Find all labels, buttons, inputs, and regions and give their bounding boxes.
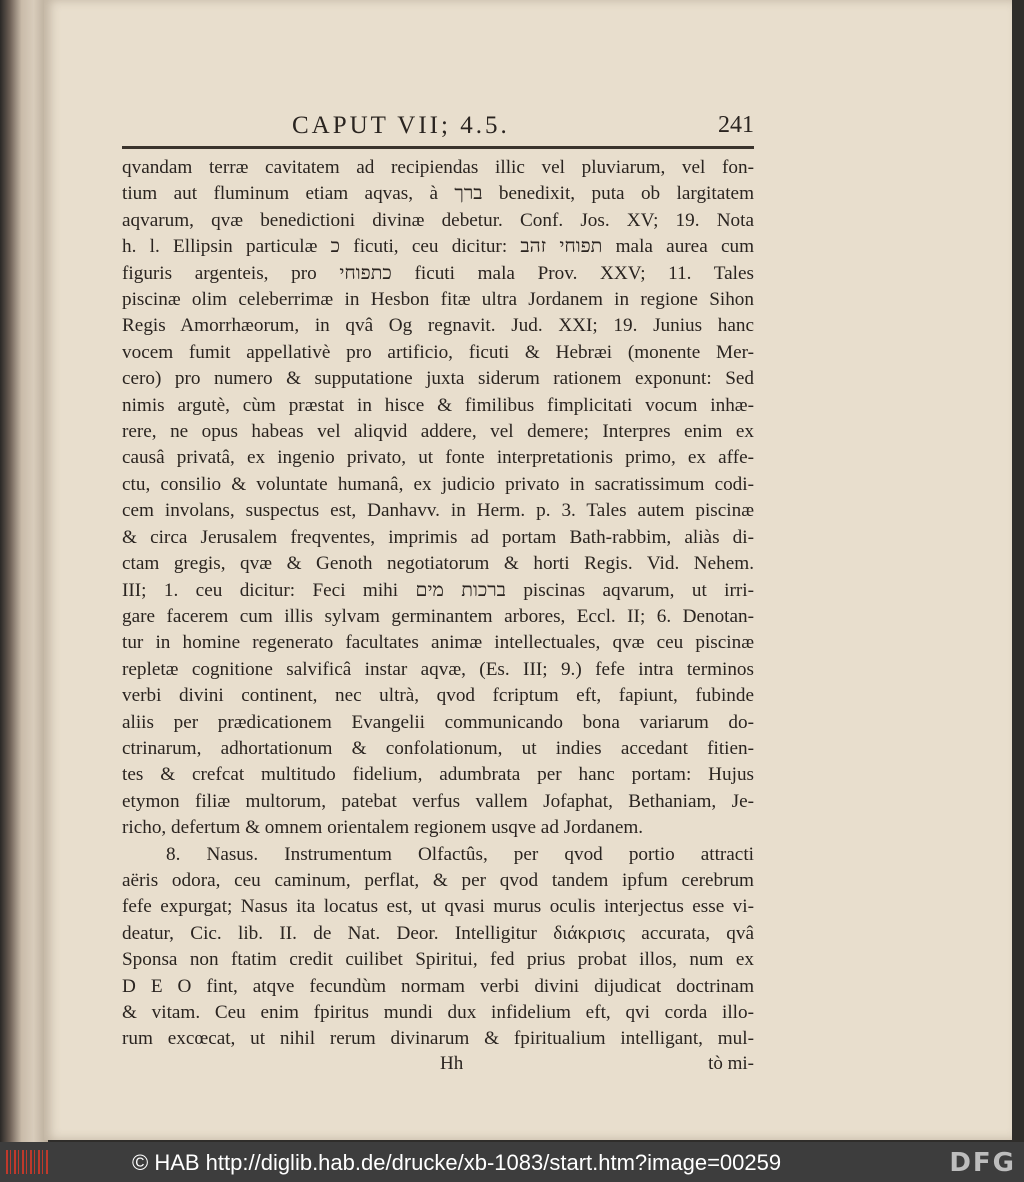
text-line: deatur, Cic. lib. II. de Nat. Deor. Intelligitur διάκρισις accurata, qvâ — [122, 922, 754, 944]
text-line: & vitam. Ceu enim fpiritus mundi dux infidelium eft, qvi corda illo- — [122, 1002, 754, 1023]
text-line: repletæ cognitione salvificâ instar aqvæ, (Es. III; 9.) fefe intra terminos — [122, 658, 754, 680]
text-line: verbi divini continent, nec ultrà, qvod fcriptum eft, fapiunt, fubinde — [122, 685, 754, 707]
text-line: fefe expurgat; Nasus ita locatus est, ut qvasi murus oculis interjectus esse vi- — [122, 896, 754, 918]
page-footer-marks — [122, 1053, 754, 1079]
text-line: vocem fumit appellativè pro artificio, ficuti & Hebræi (monente Mer- — [122, 341, 754, 363]
text-line: aëris odora, ceu caminum, perflat, & per qvod tandem ipfum cerebrum — [122, 869, 754, 891]
text-line: tur in homine regenerato facultates animæ intellectuales, qvæ ceu piscinæ — [122, 632, 754, 654]
body-text — [122, 155, 754, 1053]
text-line: III; 1. ceu dicitur: Feci mihi ברכות מים piscinas aqvarum, ut irri- — [122, 579, 754, 601]
text-line: richo, defertum & omnem orientalem regionem usqve ad Jordanem. — [122, 817, 644, 839]
text-line: h. l. Ellipsin particulæ כ ficuti, ceu dicitur: תפוחי זהב mala aurea cum — [122, 236, 755, 258]
running-head — [122, 112, 754, 149]
text-line: ctam gregis, qvæ & Genoth negotiatorum & horti Regis. Vid. Nehem. — [122, 553, 754, 575]
text-line: rum excœcat, ut nihil rerum divinarum & fpiritualium intelligant, mul- — [122, 1028, 754, 1050]
copyright-link[interactable]: © HAB http://diglib.hab.de/drucke/xb-1083/start.htm?image=00259 — [132, 1150, 782, 1175]
page-content — [122, 112, 754, 1079]
text-line: Regis Amorrhæorum, in qvâ Og regnavit. Jud. XXI; 19. Junius hanc — [122, 315, 754, 337]
text-line: figuris argenteis, pro כתפוחי ficuti mala Prov. XXV; 11. Tales — [122, 262, 754, 284]
dfg-logo: DFG — [949, 1148, 1016, 1178]
text-line: ctrinarum, adhortationum & confolationum, ut indies accedant fitien- — [122, 737, 754, 759]
chapter-title: CAPUT VII; 4.5. — [292, 112, 510, 139]
text-line: aliis per prædicationem Evangelii communicando bona variarum do- — [122, 711, 754, 733]
barcode-icon — [6, 1150, 48, 1174]
text-line: causâ privatâ, ex ingenio privato, ut fonte interpretationis primo, ex affe- — [122, 447, 754, 469]
text-line: qvandam terræ cavitatem ad recipiendas illic vel pluviarum, vel fon- — [122, 157, 754, 178]
text-line: aqvarum, qvæ benedictioni divinæ debetur. Conf. Jos. XV; 19. Nota — [122, 209, 754, 231]
text-line: & circa Jerusalem freqventes, imprimis ad portam Bath-rabbim, aliàs di- — [122, 526, 754, 548]
text-line: cero) pro numero & supputatione juxta siderum rationem exponunt: Sed — [122, 368, 754, 390]
text-line: D E O fint, atqve fecundùm normam verbi divini dijudicat doctrinam — [122, 975, 754, 997]
page-number: 241 — [718, 112, 754, 138]
text-line: rere, ne opus habeas vel aliqvid addere, vel demere; Interpres enim ex — [122, 421, 754, 443]
text-line: tes & crefcat multitudo fidelium, adumbrata per hanc portam: Hujus — [122, 764, 754, 786]
book-page — [44, 0, 1012, 1140]
text-line: nimis argutè, cùm præstat in hisce & fimilibus fimplicitati vocum inhæ- — [122, 394, 754, 416]
text-line: Sponsa non ftatim credit cuilibet Spiritui, fed prius probat illos, num ex — [122, 949, 754, 971]
text-line: piscinæ olim celeberrimæ in Hesbon fitæ ultra Jordanem in regione Sihon — [122, 289, 754, 311]
text-line: gare facerem cum illis sylvam germinantem arbores, Eccl. II; 6. Denotan- — [122, 605, 754, 627]
viewer-footer — [0, 1142, 1024, 1182]
text-line: tium aut fluminum etiam aqvas, à ברך benedixit, puta ob largitatem — [122, 183, 754, 205]
catchword: tò mi- — [708, 1052, 754, 1074]
text-line: ctu, consilio & voluntate humanâ, ex judicio privato in sacratissimum codi- — [122, 473, 754, 495]
text-line: cem involans, suspectus est, Danhavv. in Herm. p. 3. Tales autem piscinæ — [122, 500, 754, 522]
signature-mark: Hh — [440, 1052, 464, 1074]
text-line: 8. Nasus. Instrumentum Olfactûs, per qvod portio attracti — [166, 843, 754, 865]
text-line: etymon filiæ multorum, patebat verfus vallem Jofaphat, Bethaniam, Je- — [122, 790, 754, 812]
page-stack-edge — [0, 0, 48, 1142]
